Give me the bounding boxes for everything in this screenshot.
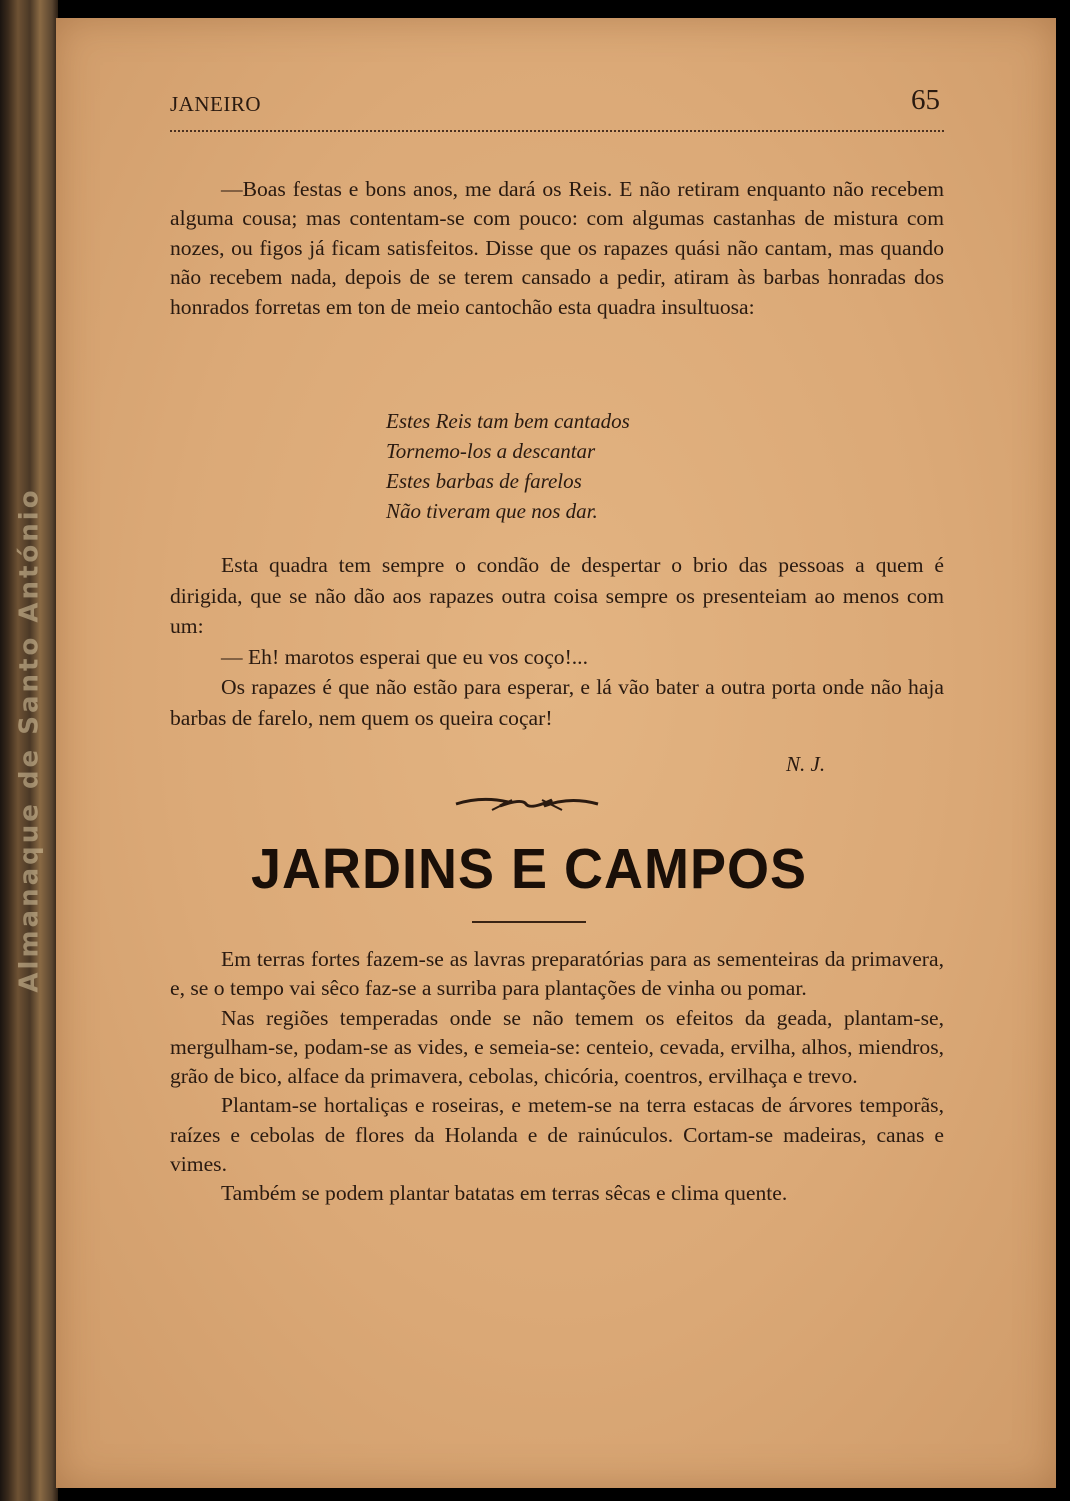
paragraph: Plantam-se hortaliças e roseiras, e metem-se na terra estacas de árvores temporãs, raízes e cebolas de flores da Holanda e de rainúculos. Cortam-se madeiras, canas e vimes. [170,1093,944,1177]
paragraph: Também se podem plantar batatas em terras sêcas e clima quente. [221,1181,788,1206]
section2-body [170,945,944,1209]
paragraph: Esta quadra tem sempre o condão de despertar o brio das pessoas a quem é dirigida, que se não dão aos rapazes outra coisa sempre os presenteiam ao menos com um: [170,553,944,638]
verse-line: Não tiveram que nos dar. [386,499,598,523]
paragraph: —Boas festas e bons anos, me dará os Reis. E não retiram enquanto não recebem alguma cousa; mas contentam-se com pouco: com algumas castanhas de mistura com nozes, ou figos já ficam satisfeitos. Disse que os rapazes quási não cantam, mas quando não recebem nada, depois de se terem cansado a pedir, atiram às barbas honradas dos honrados forretas em ton de meio cantochão esta quadra insultuosa: [170,177,944,319]
page-number: 65 [911,84,940,116]
section-title: JARDINS E CAMPOS [250,837,808,901]
page-header [170,78,944,132]
spine-title-text: Almanaque de Santo António [15,487,46,993]
verse-line: Tornemo-los a descantar [386,439,596,463]
book-spine [0,0,58,1501]
author-signature: N. J. [786,752,826,776]
verse-line: Estes barbas de farelos [386,469,582,493]
verse-line: Estes Reis tam bem cantados [386,409,630,433]
spine-title [10,470,50,1010]
running-head: JANEIRO [170,92,261,116]
dialogue-line: — Eh! marotos esperai que eu vos coço!... [221,644,588,669]
paragraph: Os rapazes é que não estão para esperar, e lá vão bater a outra porta onde não haja barbas de farelo, nem quem os queira coçar! [170,675,944,730]
section1-body-continued [170,550,944,733]
paragraph: Nas regiões temperadas onde se não temem os efeitos da geada, plantam-se, mergulham-se, podam-se as vides, e semeia-se: centeio, cevada, ervilha, alhos, miendros, grão de bico, alface da primavera, cebolas, chicória, coentros, ervilhaça e trevo. [170,1005,944,1089]
paragraph: Em terras fortes fazem-se as lavras preparatórias para as sementeiras da primavera, e, se o tempo vai sêco faz-se a surriba para plantações de vinha ou pomar. [170,947,944,1001]
title-rule [472,921,586,923]
section1-body [170,175,944,322]
flourish-ornament-icon [452,788,602,818]
verse-quatrain [386,406,630,526]
